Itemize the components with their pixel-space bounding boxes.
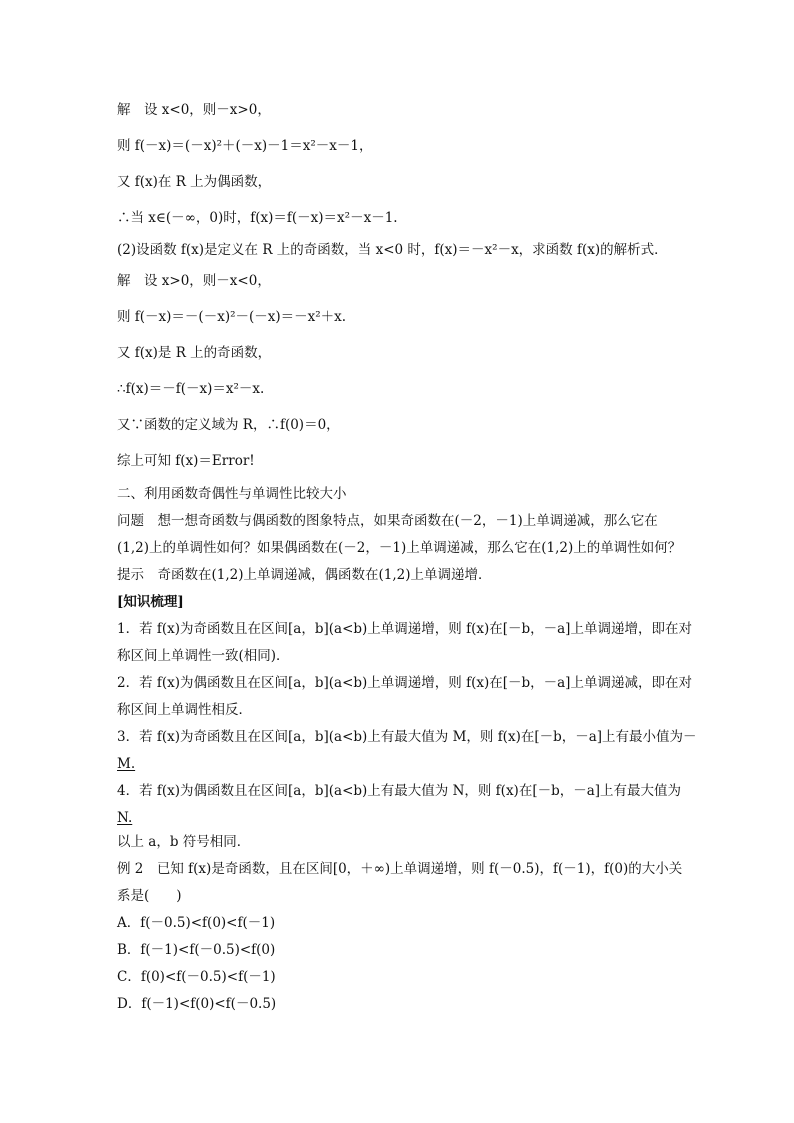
knowledge-heading: [知识梳理]	[117, 594, 184, 610]
knowledge-item-2-cont: 称区间上单调性相反．	[117, 702, 252, 718]
solution-line: 解 设 x<0，则－x>0，	[117, 102, 271, 118]
question-line: 问题 想一想奇函数与偶函数的图象特点，如果奇函数在(－2，－1)上单调递减，那么它在	[117, 513, 658, 529]
solution-line: 则 f(－x)＝－(－x)²－(－x)＝－x²＋x.	[117, 309, 347, 325]
solution-line: ∴当 x∈(－∞，0)时，f(x)＝f(－x)＝x²－x－1.	[117, 210, 398, 226]
knowledge-item-1: 1．若 f(x)为奇函数且在区间[a，b](a<b)上单调递增，则 f(x)在[－b，－a]上单调递增，即在对	[117, 621, 692, 637]
solution-line: 解 设 x>0，则－x<0，	[117, 273, 271, 289]
note-line: 以上 a，b 符号相同．	[117, 834, 251, 850]
knowledge-item-3: 3．若 f(x)为奇函数且在区间[a，b](a<b)上有最大值为 M，则 f(x)在[－b，－a]上有最小值为－	[117, 729, 697, 745]
solution-line: 又 f(x)是 R 上的奇函数，	[117, 345, 272, 361]
example-line: 系是( )	[117, 888, 182, 904]
solution-line: 又∵函数的定义域为 R，∴f(0)＝0，	[117, 417, 340, 433]
knowledge-item-3-cont: M.	[117, 756, 136, 772]
knowledge-item-2: 2．若 f(x)为偶函数且在区间[a，b](a<b)上单调递增，则 f(x)在[－b，－a]上单调递减，即在对	[117, 675, 692, 691]
hint-line: 提示 奇函数在(1,2)上单调递减，偶函数在(1,2)上单调递增．	[117, 567, 492, 583]
example-line: 例 2 已知 f(x)是奇函数，且在区间[0，＋∞)上单调递增，则 f(－0.5)，f(－1)，f(0)的大小关	[117, 861, 683, 877]
solution-conclusion: 综上可知 f(x)＝Error!	[117, 453, 255, 469]
option-a: A．f(－0.5)<f(0)<f(－1)	[117, 915, 276, 931]
option-d: D．f(－1)<f(0)<f(－0.5)	[117, 996, 277, 1012]
option-b: B．f(－1)<f(－0.5)<f(0)	[117, 942, 276, 958]
solution-line: 则 f(－x)＝(－x)²＋(－x)－1＝x²－x－1，	[117, 138, 373, 154]
option-c: C．f(0)<f(－0.5)<f(－1)	[117, 969, 276, 985]
question-line: (1,2)上的单调性如何？如果偶函数在(－2，－1)上单调递减，那么它在(1,2)上的单调性如何？	[117, 540, 682, 556]
knowledge-item-1-cont: 称区间上单调性一致(相同)．	[117, 648, 290, 664]
knowledge-item-4-cont: N.	[117, 810, 133, 826]
knowledge-item-4: 4．若 f(x)为偶函数且在区间[a，b](a<b)上有最大值为 N，则 f(x)在[－b，－a]上有最大值为	[117, 783, 682, 799]
section-heading: 二、利用函数奇偶性与单调性比较大小	[117, 486, 347, 502]
solution-line: 又 f(x)在 R 上为偶函数，	[117, 174, 272, 190]
solution-line: ∴f(x)＝－f(－x)＝x²－x.	[117, 381, 265, 397]
problem-line: (2)设函数 f(x)是定义在 R 上的奇函数，当 x<0 时，f(x)＝－x²－x，求函数 f(x)的解析式．	[117, 242, 668, 258]
